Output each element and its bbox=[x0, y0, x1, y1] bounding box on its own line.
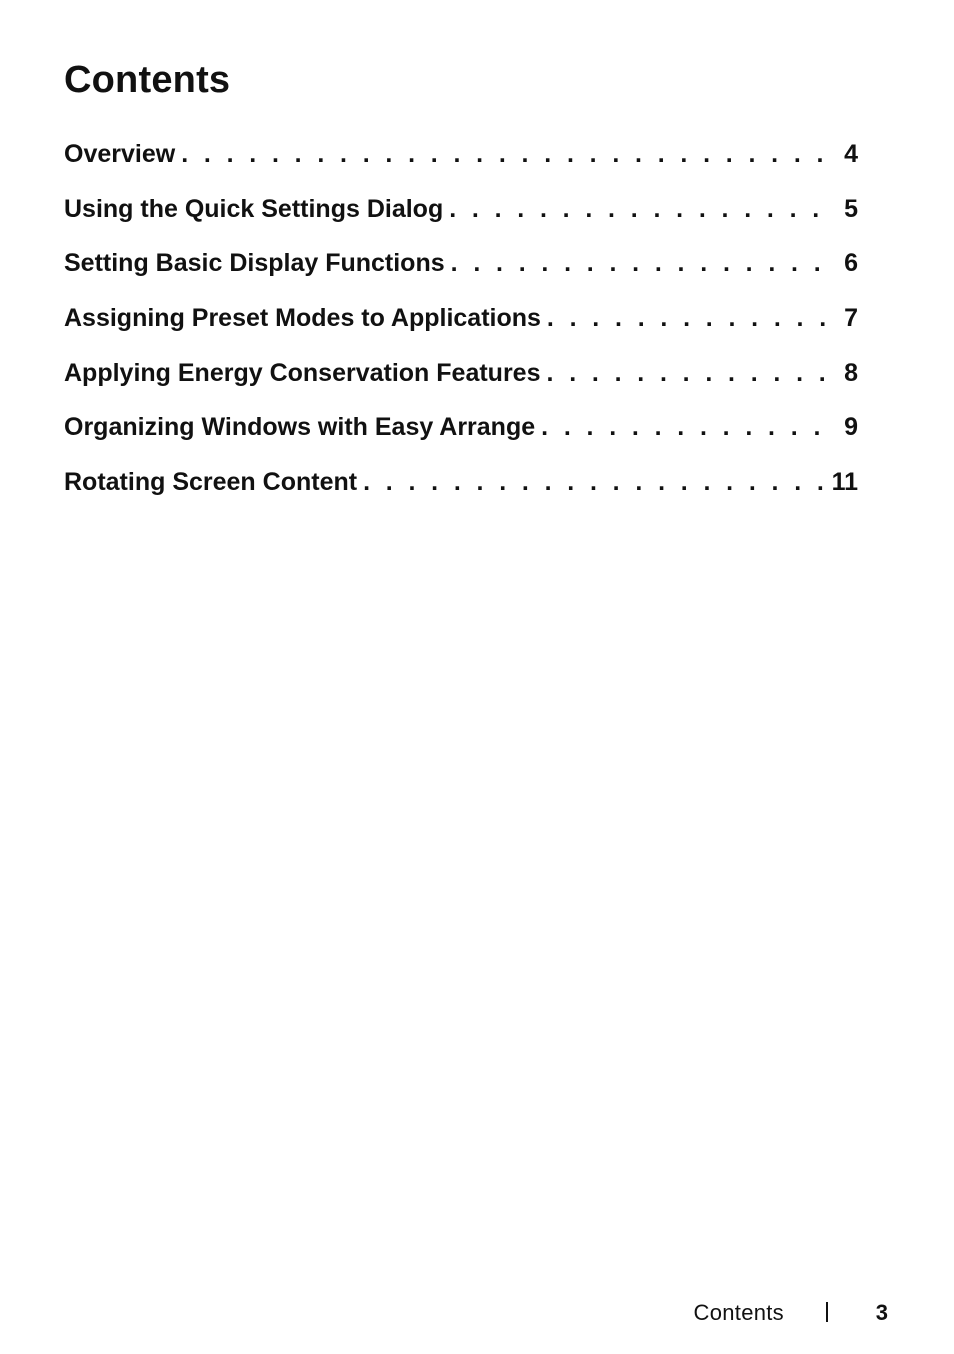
page-footer bbox=[600, 1296, 890, 1330]
footer-page-number: 3 bbox=[875, 1300, 888, 1325]
toc-entry-title: Overview bbox=[64, 140, 176, 168]
dot-leader bbox=[363, 455, 825, 509]
toc-entry-energy-conservation[interactable] bbox=[64, 346, 858, 401]
toc-entry-title: Organizing Windows with Easy Arrange bbox=[64, 413, 536, 442]
dot-leader bbox=[451, 236, 836, 290]
dot-leader bbox=[547, 291, 836, 345]
toc-entry-overview[interactable] bbox=[64, 127, 858, 182]
toc-entry-easy-arrange[interactable] bbox=[64, 400, 858, 455]
footer-divider bbox=[826, 1302, 828, 1322]
page-title: Contents bbox=[64, 59, 231, 101]
toc-entry-title: Using the Quick Settings Dialog bbox=[64, 194, 444, 223]
toc-entry-page: 8 bbox=[844, 358, 858, 387]
toc-entry-title: Setting Basic Display Functions bbox=[64, 249, 445, 278]
toc-entry-page: 4 bbox=[844, 140, 858, 168]
toc-entry-page: 5 bbox=[844, 194, 858, 223]
toc-entry-page: 11 bbox=[831, 468, 858, 497]
dot-leader bbox=[181, 127, 836, 181]
table-of-contents bbox=[64, 127, 858, 510]
toc-entry-page: 9 bbox=[844, 413, 858, 442]
toc-entry-page: 6 bbox=[844, 249, 858, 278]
toc-entry-rotating-screen-content[interactable] bbox=[64, 455, 858, 510]
footer-section-label: Contents bbox=[693, 1300, 784, 1325]
dot-leader bbox=[541, 400, 836, 454]
toc-entry-title: Assigning Preset Modes to Applications bbox=[64, 304, 541, 333]
toc-entry-title: Rotating Screen Content bbox=[64, 468, 358, 497]
toc-entry-basic-display-functions[interactable] bbox=[64, 236, 858, 291]
toc-entry-page: 7 bbox=[844, 304, 858, 333]
dot-leader bbox=[547, 346, 837, 400]
toc-entry-quick-settings-dialog[interactable] bbox=[64, 182, 858, 237]
toc-entry-title: Applying Energy Conservation Features bbox=[64, 358, 541, 387]
toc-entry-preset-modes[interactable] bbox=[64, 291, 858, 346]
dot-leader bbox=[449, 182, 836, 236]
